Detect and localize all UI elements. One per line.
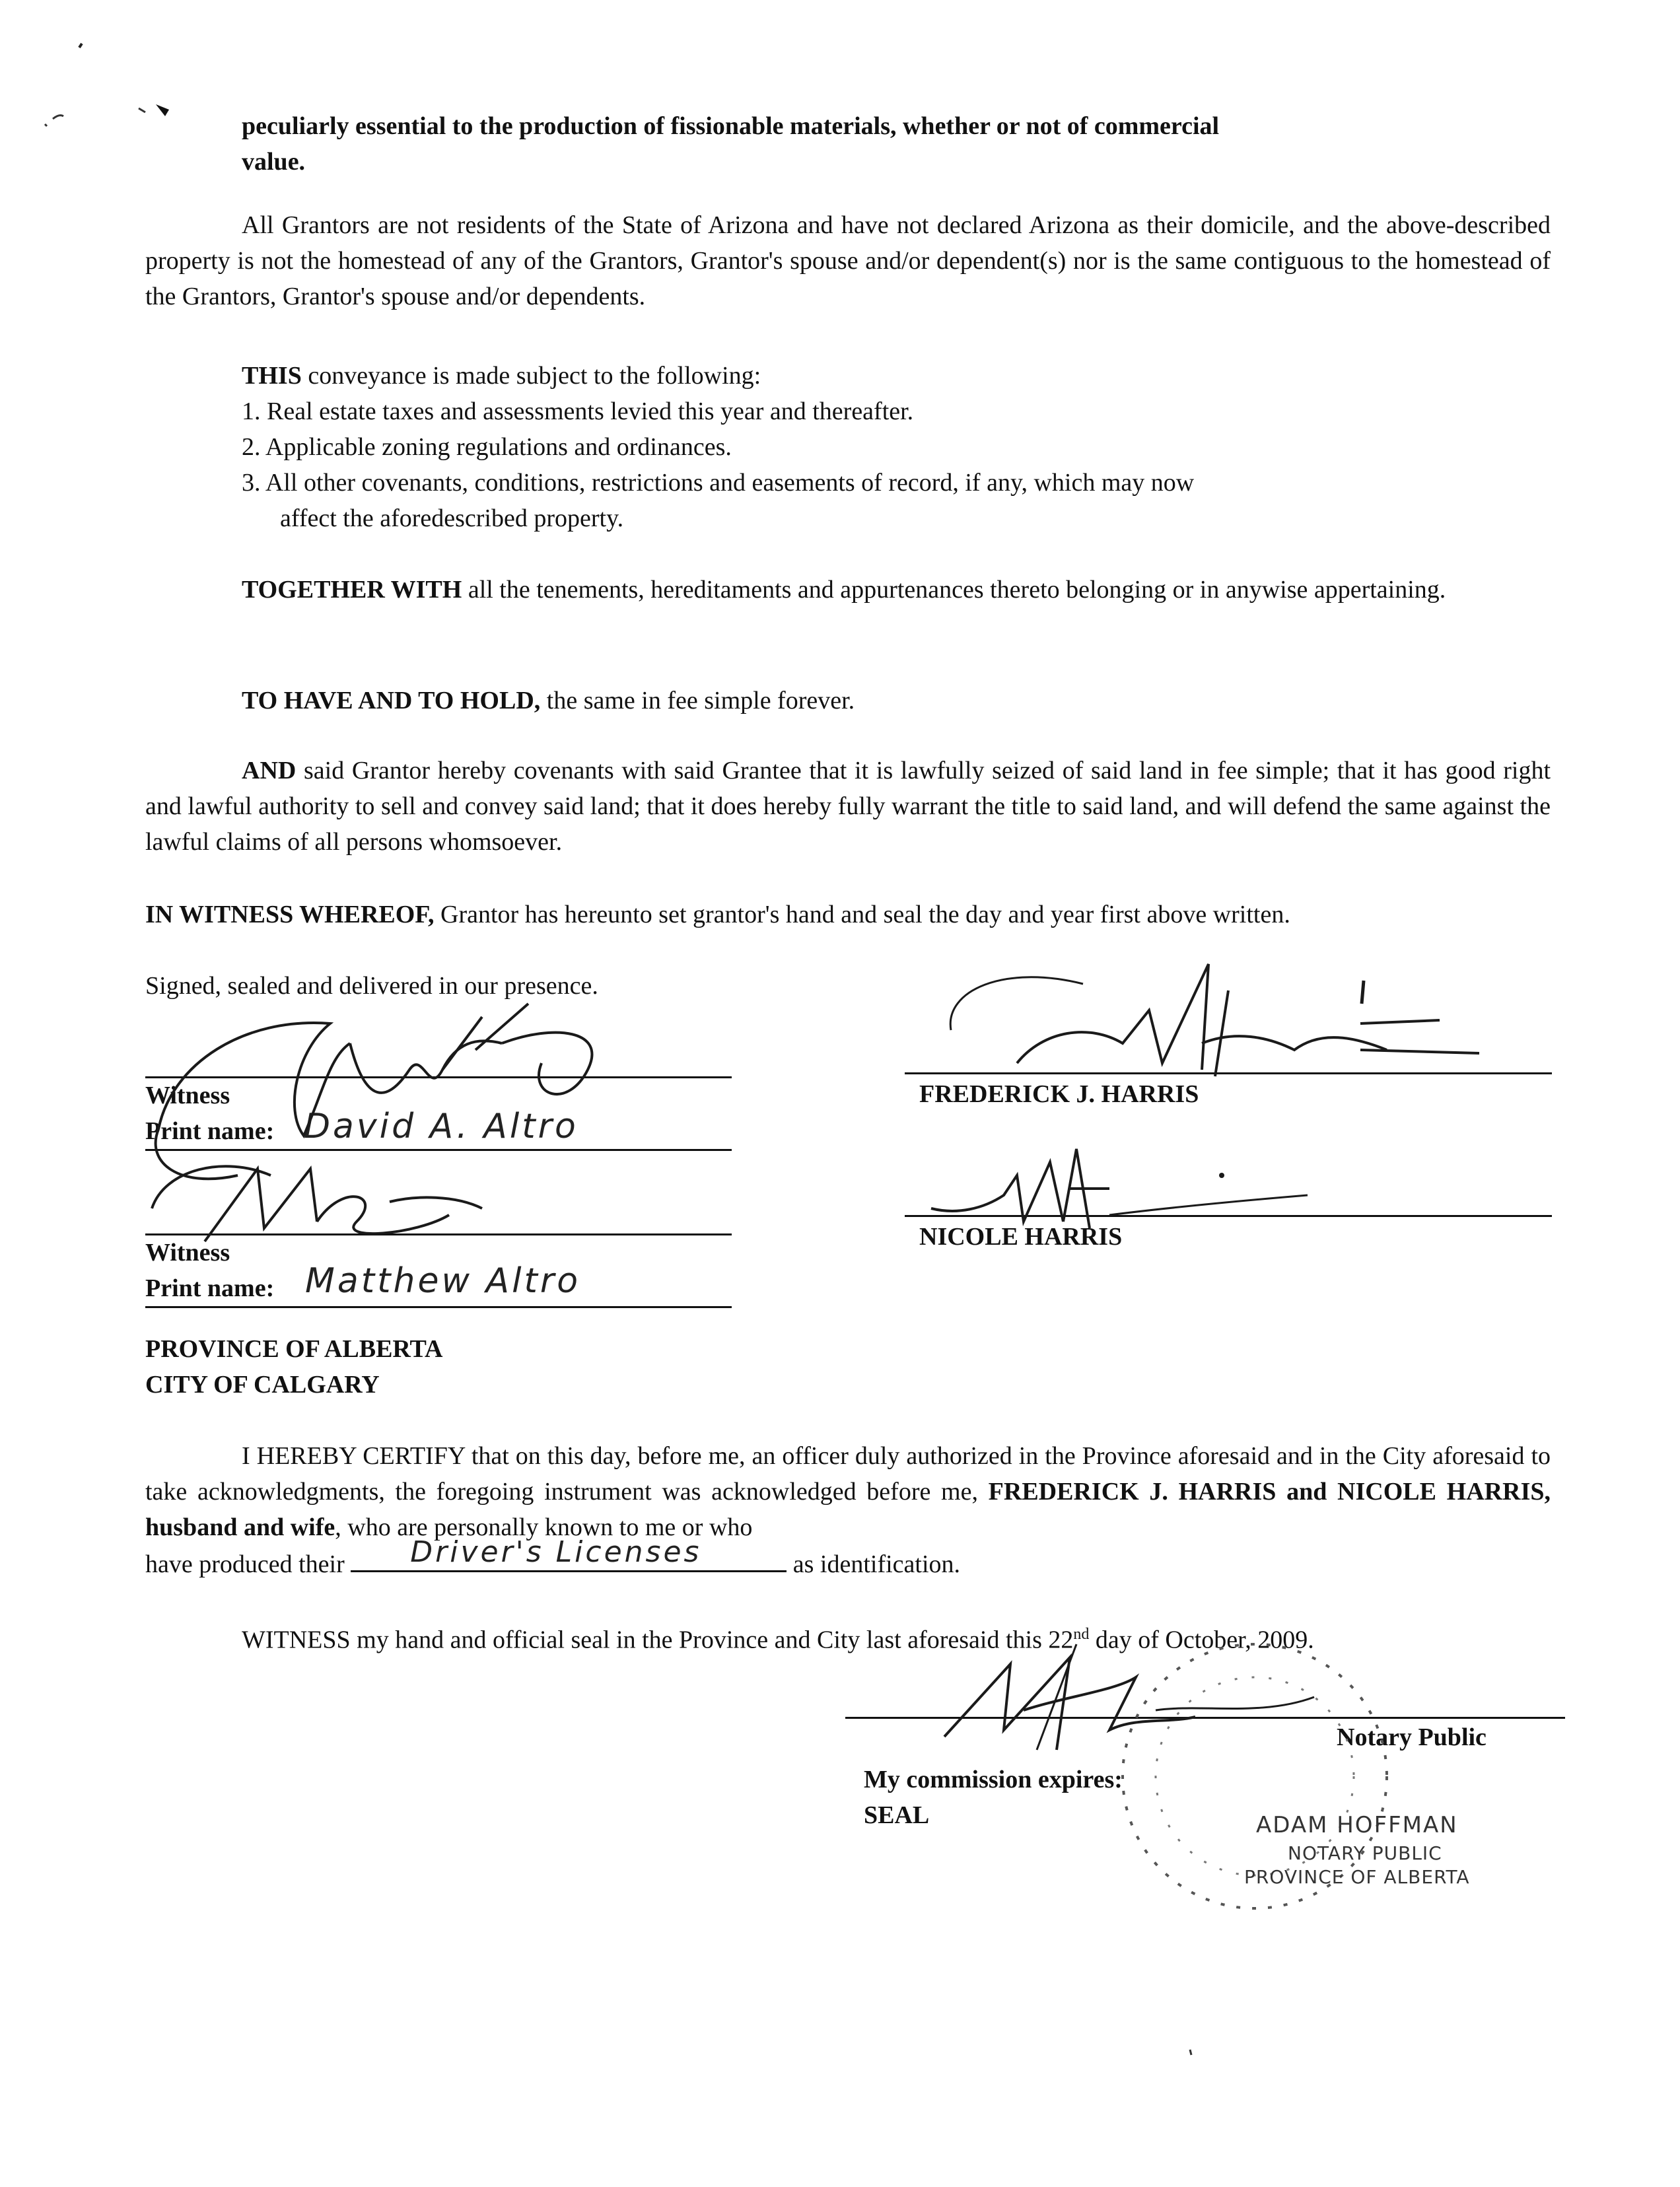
top-fragment-line-2: value. bbox=[242, 148, 306, 176]
residency-paragraph: All Grantors are not residents of the State of Arizona and have not declared Arizona as their domicile, and the above-described property is not the homestead of any of the Grantors, Grantor's spouse and/or dependent(s) nor is the same contiguous to the homestead of the Grantors, Grantor's spouse and/or dependents. bbox=[145, 211, 1551, 310]
witness-2-print-line bbox=[145, 1306, 732, 1308]
stamp-province: PROVINCE OF ALBERTA bbox=[1244, 1866, 1470, 1888]
witness-2-label: Witness bbox=[145, 1239, 230, 1267]
conveyance-intro-bold: THIS bbox=[242, 362, 302, 390]
province-heading: PROVINCE OF ALBERTA bbox=[145, 1335, 443, 1363]
notary-public-title: Notary Public bbox=[1337, 1723, 1487, 1751]
conveyance-intro-rest: conveyance is made subject to the following: bbox=[301, 362, 761, 390]
grantor-2-name: NICOLE HARRIS bbox=[919, 1223, 1123, 1251]
seal-label: SEAL bbox=[864, 1801, 930, 1829]
item-number: 3. bbox=[242, 469, 261, 497]
produced-prefix: have produced their bbox=[145, 1550, 345, 1578]
signed-sealed-statement: Signed, sealed and delivered in our presence. bbox=[145, 972, 598, 1000]
conveyance-item-3 bbox=[242, 465, 1194, 501]
stamp-notary-title: NOTARY PUBLIC bbox=[1288, 1842, 1442, 1864]
certification-parties: FREDERICK J. HARRIS and NICOLE HARRIS, husband and wife bbox=[145, 1478, 1551, 1541]
top-fragment-line-1: peculiarly essential to the production of fissionable materials, whether or not of commercial bbox=[242, 112, 1220, 140]
grantor-1-signature bbox=[925, 938, 1492, 1109]
conveyance-item-1 bbox=[242, 394, 913, 429]
scan-mark bbox=[40, 40, 172, 132]
item-text: Real estate taxes and assessments levied this year and thereafter. bbox=[267, 398, 914, 425]
conveyance-item-3-continued: affect the aforedescribed property. bbox=[280, 504, 624, 532]
produced-suffix: as identification. bbox=[792, 1550, 961, 1578]
witness-seal-suffix: nd bbox=[1073, 1626, 1090, 1643]
habendum-bold: TO HAVE AND TO HOLD, bbox=[242, 687, 541, 714]
together-bold: TOGETHER WITH bbox=[242, 576, 462, 604]
city-heading: CITY OF CALGARY bbox=[145, 1371, 380, 1399]
covenant-rest: said Grantor hereby covenants with said Grantee that it is lawfully seized of said land in fee simple; that it has good right and lawful authority to sell and convey said land; that it does hereby fully warrant the title to said land, and will defend the same against the lawful claims of all persons whomsoever. bbox=[145, 757, 1551, 856]
witness-2-print-name: Matthew Altro bbox=[305, 1261, 581, 1301]
item-text: Applicable zoning regulations and ordinances. bbox=[265, 433, 732, 461]
witness-2-signature bbox=[139, 1142, 508, 1261]
scan-mark bbox=[1186, 2047, 1199, 2060]
covenant-paragraph bbox=[145, 753, 1551, 860]
witness-seal-text-2: day of October, 2009. bbox=[1089, 1626, 1314, 1654]
witness-whereof-rest: Grantor has hereunto set grantor's hand and seal the day and year first above written. bbox=[434, 901, 1290, 928]
conveyance-item-2 bbox=[242, 429, 732, 465]
together-with-paragraph bbox=[145, 572, 1551, 608]
stamp-notary-name: ADAM HOFFMAN bbox=[1256, 1812, 1458, 1838]
certification-text: I HEREBY CERTIFY that on this day, before me, an officer duly authorized in the Province aforesaid and in the City aforesaid to take acknowledgments, the foregoing instrument was acknowledged before me, bbox=[145, 1442, 1551, 1506]
witness-1-print-name: David A. Altro bbox=[304, 1107, 578, 1146]
witness-1-print-label: Print name: bbox=[145, 1117, 275, 1145]
witness-whereof-bold: IN WITNESS WHEREOF, bbox=[145, 901, 435, 928]
certification-text-2: , who are personally known to me or who bbox=[335, 1513, 753, 1541]
witness-seal-text: WITNESS my hand and official seal in the Province and City last aforesaid this 22 bbox=[242, 1626, 1074, 1654]
habendum-paragraph bbox=[242, 683, 855, 718]
grantor-2-signature bbox=[911, 1136, 1334, 1255]
item-number: 1. bbox=[242, 398, 261, 425]
witness-1-label: Witness bbox=[145, 1082, 230, 1109]
identification-blank bbox=[351, 1535, 787, 1572]
conveyance-intro bbox=[242, 358, 761, 394]
habendum-rest: the same in fee simple forever. bbox=[540, 687, 855, 714]
commission-expires-label: My commission expires: bbox=[864, 1766, 1123, 1793]
grantor-1-name: FREDERICK J. HARRIS bbox=[919, 1080, 1199, 1108]
item-text: All other covenants, conditions, restrictions and easements of record, if any, which may now bbox=[265, 469, 1195, 497]
certification-paragraph bbox=[145, 1438, 1551, 1545]
together-rest: all the tenements, hereditaments and appurtenances thereto belonging or in anywise appertaining. bbox=[462, 576, 1446, 604]
identification-line bbox=[145, 1535, 961, 1582]
item-number: 2. bbox=[242, 433, 261, 461]
witness-2-print-label: Print name: bbox=[145, 1274, 275, 1302]
covenant-bold: AND bbox=[242, 757, 297, 784]
in-witness-whereof bbox=[145, 897, 1290, 932]
identification-handwritten: Driver's Licenses bbox=[410, 1535, 702, 1569]
